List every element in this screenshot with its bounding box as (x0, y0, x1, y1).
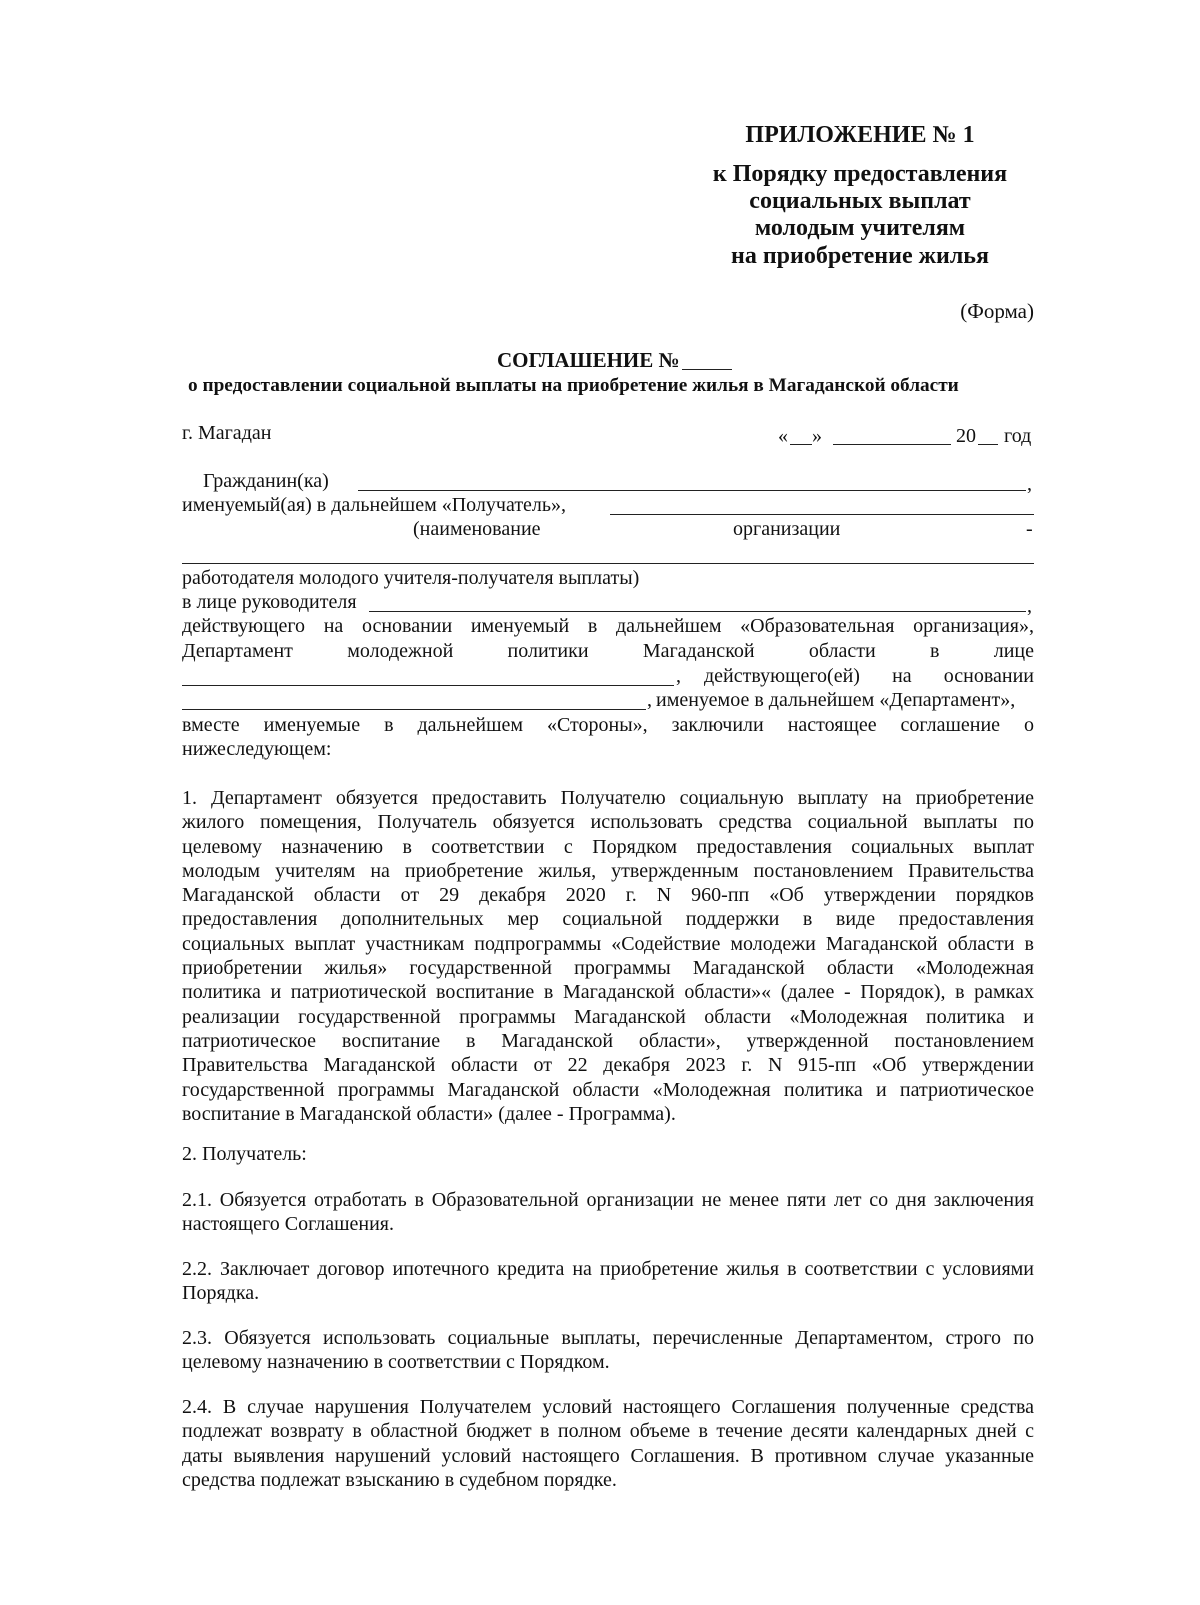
date-day-open: « (778, 425, 788, 447)
clause-1-line: воспитание в Магаданской области» (далее - Программа). (182, 1102, 676, 1125)
citizen-label: Гражданин(ка) (203, 470, 329, 492)
head-name-blank (369, 611, 1026, 612)
clause-2-1 (182, 1188, 1034, 1237)
org-hint-name: (наименование (413, 518, 541, 540)
department-head-blank (182, 685, 674, 686)
clause-1-line: Правительства Магаданской области от 22 декабря 2023 г. N 915-пп «Об утверждении (182, 1054, 1034, 1077)
clause-2-heading: 2. Получатель: (182, 1143, 307, 1165)
appendix-subtitle-line-4: на приобретение жилья (731, 243, 989, 269)
city-label: г. Магадан (182, 422, 272, 444)
form-label: (Форма) (960, 299, 1034, 323)
employer-hint: работодателя молодого учителя-получателя выплаты) (182, 567, 640, 589)
clause-1 (182, 786, 1034, 1126)
date-month-blank (833, 444, 951, 445)
department-line: Департамент молодежной политики Магаданской области в лице (182, 640, 1034, 662)
clause-2-4-line: подлежат возврату в областной бюджет в полном объеме в течение десяти календарных дней с (182, 1420, 1034, 1443)
clause-1-line: жилого помещения, Получатель обязуется использовать средства социальной выплаты по (182, 811, 1034, 834)
acting-on-basis: действующего(ей) на основании (704, 665, 1034, 687)
clause-2-4-line: 2.4. В случае нарушения Получателем условий настоящего Соглашения полученные средства (182, 1396, 1034, 1418)
appendix-subtitle-line-1: к Порядку предоставления (712, 161, 1008, 187)
clause-1-line: реализации государственной программы Магаданской области «Молодежная политика и (182, 1005, 1034, 1028)
clause-2-4-line: даты выявления нарушений условий настоящего Соглашения. В противном случае указанные (182, 1444, 1034, 1467)
recipient-label: именуемый(ая) в дальнейшем «Получатель», (182, 494, 567, 516)
appendix-subtitle-line-2: социальных выплат (749, 188, 971, 214)
department-head-comma: , (676, 665, 681, 687)
agreement-subtitle: о предоставлении социальной выплаты на приобретение жилья в Магаданской области (188, 375, 959, 396)
clause-1-line: предоставления дополнительных мер социальной поддержки в виде предоставления (182, 908, 1034, 931)
clause-2-2 (182, 1257, 1034, 1306)
appendix-title: ПРИЛОЖЕНИЕ № 1 (745, 122, 975, 148)
citizen-comma: , (1027, 473, 1032, 495)
department-basis-blank (182, 709, 646, 710)
agreement-title: СОГЛАШЕНИЕ № (497, 348, 680, 372)
together-line-2: нижеследующем: (182, 738, 332, 760)
date-year-suffix: год (1004, 425, 1032, 447)
clause-1-line: социальных выплат участникам подпрограммы «Содействие молодежи Магаданской области в (182, 932, 1034, 955)
clause-2-2-line: Порядка. (182, 1282, 260, 1305)
clause-1-line: 1. Департамент обязуется предоставить Получателю социальную выплату на приобретение (182, 787, 1034, 809)
clause-2-4 (182, 1395, 1034, 1492)
appendix-subtitle-line-3: молодым учителям (754, 215, 966, 241)
citizen-name-blank (358, 490, 1026, 491)
date-year-blank (978, 444, 998, 445)
clause-2-1-line: 2.1. Обязуется отработать в Образовательной организации не менее пяти лет со дня заключения (182, 1189, 1034, 1211)
clause-1-line: целевому назначению в соответствии с Порядком предоставления социальных выплат (182, 835, 1034, 858)
head-label: в лице руководителя (182, 591, 357, 613)
clause-2-3-line: целевому назначению в соответствии с Порядком. (182, 1351, 610, 1374)
clause-2-3 (182, 1326, 1034, 1375)
org-hint-organization: организации (733, 518, 841, 540)
organization-name-blank-2 (182, 563, 1034, 564)
date-year-prefix: 20 (956, 425, 976, 447)
organization-name-blank (610, 514, 1034, 515)
date-day-blank (790, 444, 812, 445)
clause-2-3-line: 2.3. Обязуется использовать социальные выплаты, перечисленные Департаментом, строго по (182, 1327, 1034, 1349)
acting-basis-line: действующего на основании именуемый в дальнейшем «Образовательная организация», (182, 615, 1034, 637)
department-named: именуемое в дальнейшем «Департамент», (656, 689, 1016, 711)
org-hint-dash: - (1026, 518, 1033, 540)
clause-1-line: политика и патриотической воспитание в Магаданской области»« (далее - Порядок), в рамках (182, 981, 1034, 1004)
clause-1-line: приобретении жилья» государственной программы Магаданской области «Молодежная (182, 957, 1034, 980)
head-comma: , (1027, 595, 1032, 617)
clause-1-line: государственной программы Магаданской области «Молодежная политика и патриотическое (182, 1078, 1034, 1101)
clause-1-line: Магаданской области от 29 декабря 2020 г. N 960-пп «Об утверждении порядков (182, 884, 1034, 907)
clause-2-2-line: 2.2. Заключает договор ипотечного кредита на приобретение жилья в соответствии с условиями (182, 1258, 1034, 1280)
clause-1-line: молодым учителям на приобретение жилья, утвержденным постановлением Правительства (182, 859, 1034, 882)
department-basis-comma: , (647, 689, 652, 711)
clause-2-4-line: средства подлежат взысканию в судебном порядке. (182, 1468, 617, 1491)
clause-2-1-line: настоящего Соглашения. (182, 1213, 395, 1236)
clause-1-line: патриотическое воспитание в Магаданской области», утвержденной постановлением (182, 1029, 1034, 1052)
together-line-1: вместе именуемые в дальнейшем «Стороны», заключили настоящее соглашение о (182, 714, 1034, 736)
agreement-number-blank (682, 369, 732, 370)
date-day-close: » (812, 425, 822, 447)
